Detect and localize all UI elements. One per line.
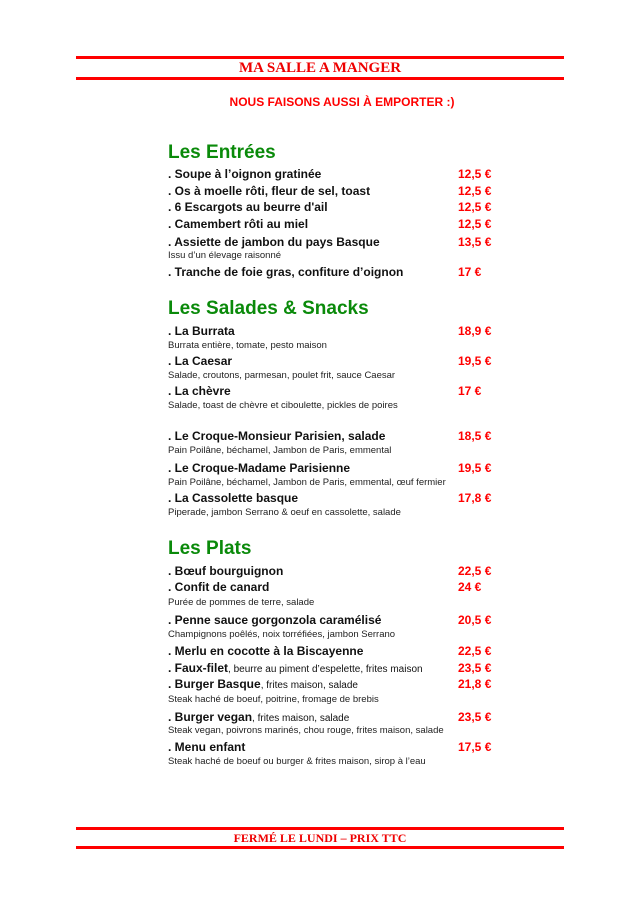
item-name: . Camembert rôti au miel xyxy=(168,217,309,231)
menu-item xyxy=(168,643,508,659)
item-price: 12,5 € xyxy=(458,184,492,198)
divider xyxy=(76,846,564,849)
section-heading: Les Entrées xyxy=(168,142,276,163)
section-heading: Les Plats xyxy=(168,538,252,559)
item-price: 22,5 € xyxy=(458,564,492,578)
menu-item xyxy=(168,579,508,595)
item-price: 13,5 € xyxy=(458,235,492,249)
menu-item xyxy=(168,166,508,182)
item-description: Steak haché de boeuf, poitrine, fromage de brebis xyxy=(168,694,379,705)
item-price: 19,5 € xyxy=(458,354,492,368)
divider xyxy=(76,827,564,830)
item-price: 23,5 € xyxy=(458,661,492,675)
menu-item xyxy=(168,199,508,215)
item-description: Steak haché de boeuf ou burger & frites maison, sirop à l’eau xyxy=(168,756,426,767)
menu-item xyxy=(168,264,508,280)
item-name: . Soupe à l’oignon gratinée xyxy=(168,167,322,181)
item-price: 17 € xyxy=(458,384,482,398)
item-name: . La Burrata xyxy=(168,324,235,338)
item-price: 18,5 € xyxy=(458,429,492,443)
menu-item xyxy=(168,739,508,755)
item-description: Burrata entière, tomate, pesto maison xyxy=(168,340,327,351)
item-price: 23,5 € xyxy=(458,710,492,724)
item-description: Pain Poilâne, béchamel, Jambon de Paris, emmental xyxy=(168,445,392,456)
menu-item xyxy=(168,216,508,232)
item-name: . 6 Escargots au beurre d'ail xyxy=(168,200,328,214)
item-price: 17 € xyxy=(458,265,482,279)
item-name: . Confit de canard xyxy=(168,580,270,594)
item-description: Piperade, jambon Serrano & oeuf en cassolette, salade xyxy=(168,507,401,518)
section-heading: Les Salades & Snacks xyxy=(168,298,369,319)
item-description: Champignons poêlés, noix torréfiées, jambon Serrano xyxy=(168,629,396,640)
item-name: . Le Croque-Madame Parisienne xyxy=(168,461,351,475)
menu-item xyxy=(168,460,508,476)
item-price: 12,5 € xyxy=(458,217,492,231)
item-name: . Tranche de foie gras, confiture d’oignon xyxy=(168,265,404,279)
item-name: . La chèvre xyxy=(168,384,231,398)
menu-item xyxy=(168,676,508,692)
item-extra: , frites maison, salade xyxy=(252,713,350,724)
item-name: . La Cassolette basque xyxy=(168,491,299,505)
item-name: . Burger vegan xyxy=(168,710,253,724)
footer-text: FERMÉ LE LUNDI – PRIX TTC xyxy=(233,831,407,845)
menu-item xyxy=(168,353,508,369)
menu-item xyxy=(168,383,508,399)
item-name: . La Caesar xyxy=(168,354,233,368)
item-name: . Penne sauce gorgonzola caramélisé xyxy=(168,613,382,627)
menu-item xyxy=(168,563,508,579)
item-price: 17,5 € xyxy=(458,740,492,754)
item-name: . Bœuf bourguignon xyxy=(168,564,284,578)
divider xyxy=(76,77,564,80)
item-name: . Menu enfant xyxy=(168,740,246,754)
item-description: Purée de pommes de terre, salade xyxy=(168,597,315,608)
item-name: . Faux-filet xyxy=(168,661,229,675)
item-description: Salade, toast de chèvre et ciboulette, pickles de poires xyxy=(168,400,398,411)
item-name: . Assiette de jambon du pays Basque xyxy=(168,235,380,249)
menu-item xyxy=(168,234,508,250)
item-extra: , beurre au piment d’espelette, frites maison xyxy=(228,664,423,675)
item-description: Pain Poilâne, béchamel, Jambon de Paris, emmental, œuf fermier xyxy=(168,477,446,488)
menu-item xyxy=(168,612,508,628)
item-price: 12,5 € xyxy=(458,200,492,214)
item-name: . Os à moelle rôti, fleur de sel, toast xyxy=(168,184,371,198)
item-name: . Le Croque-Monsieur Parisien, salade xyxy=(168,429,386,443)
item-price: 24 € xyxy=(458,580,482,594)
takeaway-notice: NOUS FAISONS AUSSI À EMPORTER :) xyxy=(229,95,455,109)
item-price: 20,5 € xyxy=(458,613,492,627)
menu-item xyxy=(168,709,508,725)
item-price: 12,5 € xyxy=(458,167,492,181)
menu-item xyxy=(168,428,508,444)
item-name: . Merlu en cocotte à la Biscayenne xyxy=(168,644,364,658)
item-description: Issu d’un élevage raisonné xyxy=(168,250,282,261)
item-price: 19,5 € xyxy=(458,461,492,475)
menu-item xyxy=(168,323,508,339)
menu-item xyxy=(168,660,508,676)
item-description: Salade, croutons, parmesan, poulet frit, sauce Caesar xyxy=(168,370,396,381)
item-name: . Burger Basque xyxy=(168,677,261,691)
item-description: Steak vegan, poivrons marinés, chou rouge, frites maison, salade xyxy=(168,725,444,736)
item-price: 17,8 € xyxy=(458,491,492,505)
menu-title: MA SALLE A MANGER xyxy=(238,60,402,76)
menu-item xyxy=(168,490,508,506)
item-price: 18,9 € xyxy=(458,324,492,338)
menu-item xyxy=(168,183,508,199)
item-extra: , frites maison, salade xyxy=(260,680,358,691)
item-price: 22,5 € xyxy=(458,644,492,658)
item-price: 21,8 € xyxy=(458,677,492,691)
